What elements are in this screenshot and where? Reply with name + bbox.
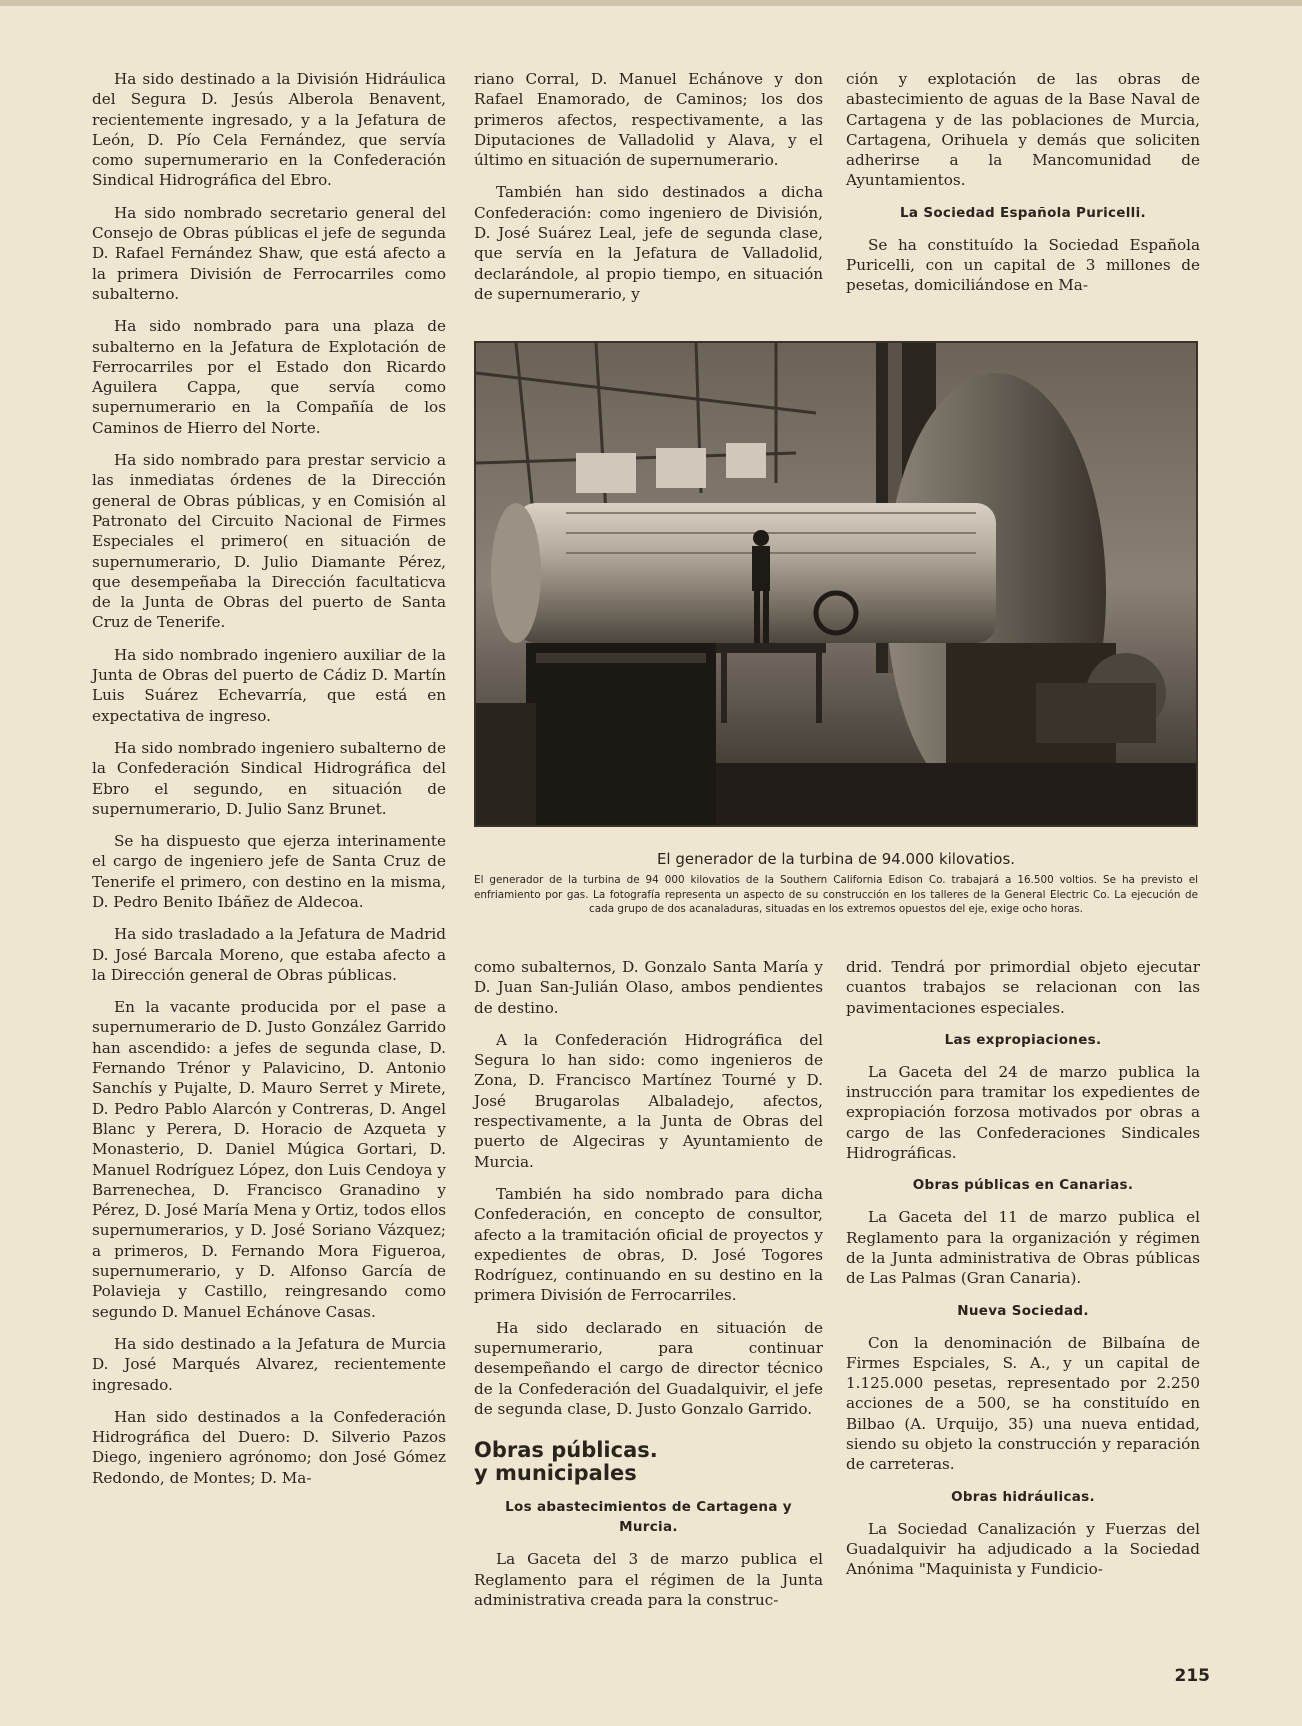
column-left (92, 69, 446, 1500)
paragraph: En la vacante producida por el pase a supernumerario de D. Justo González Garrido han ascendido: a jefes de segunda clase, D. Fernando Trénor y Palavicino, D. Antonio Sanchís y Pujalte, D. Mauro Serret y Mirete, D. Pedro Pablo Alarcón y Contreras, D. Angel Blanc y Perera, D. Horacio de Azqueta y Monasterio, D. Daniel Múgica Gortari, D. Manuel Rodríguez López, don Luis Cendoya y Barrenechea, D. Francisco Granadino y Pérez, D. José María Mena y Ortiz, todos ellos supernumerarios, y D. José Soriano Vázquez; a primeros, D. Fernando Mora Figueroa, supernumerario, y D. Alfonso García de Polavieja y Castillo, reingresando como segundo D. Manuel Echánove Casas. (92, 998, 446, 1321)
paragraph: Ha sido nombrado secretario general del Consejo de Obras públicas el jefe de segunda D. Rafael Fernández Shaw, que está afecto a la primera División de Ferrocarriles como subalterno. (92, 203, 446, 303)
paragraph: Han sido destinados a la Confederación Hidrográfica del Duero: D. Silverio Pazos Diego, ingeniero agrónomo; don José Gómez Redondo, de Montes; D. Ma- (92, 1407, 446, 1487)
section-title-line: Obras públicas. (474, 1438, 658, 1463)
paragraph: como subalternos, D. Gonzalo Santa María y D. Juan San-Julián Olaso, ambos pendientes de destino. (474, 958, 823, 1017)
subheading-expropiaciones: Las expropiaciones. (944, 1031, 1102, 1048)
paragraph: A la Confederación Hidrográfica del Segura lo han sido: como ingenieros de Zona, D. Francisco Martínez Tourné y D. José Brugarolas Albaladejo, afectos, respectivamente, a la Junta de Obras del puerto de Algeciras y Ayuntamiento de Murcia. (474, 1030, 823, 1171)
paragraph: Ha sido destinado a la Jefatura de Murcia D. José Marqués Alvarez, recientemente ingresado. (92, 1334, 446, 1394)
paragraph: La Sociedad Canalización y Fuerzas del Guadalquivir ha adjudicado a la Sociedad Anónima "Maquinista y Fundicio- (846, 1519, 1200, 1579)
subheading-nueva-sociedad: Nueva Sociedad. (957, 1302, 1089, 1319)
subheading-obras-hidraulicas: Obras hidráulicas. (951, 1488, 1095, 1505)
paragraph: La Gaceta del 24 de marzo publica la instrucción para tramitar los expedientes de expropiación forzosa motivados por obras a cargo de las Confederaciones Sindicales Hidrográficas. (846, 1062, 1200, 1163)
column-right-bottom (846, 957, 1200, 1592)
paragraph: Se ha constituído la Sociedad Española Puricelli, con un capital de 3 millones de pesetas, domiciliándose en Ma- (846, 235, 1200, 295)
generator-photo-drawing (476, 343, 1196, 825)
paragraph: ción y explotación de las obras de abastecimiento de aguas de la Base Naval de Cartagena y de las poblaciones de Murcia, Cartagena, Orihuela y demás que soliciten adherirse a la Mancomunidad de Ayuntamientos. (846, 70, 1200, 190)
paragraph: Ha sido nombrado para una plaza de subalterno en la Jefatura de Explotación de Ferrocarriles por el Estado don Ricardo Aguilera Cappa, que servía como supernumerario en la Compañía de los Caminos de Hierro del Norte. (92, 317, 446, 437)
paragraph: La Gaceta del 11 de marzo publica el Reglamento para la organización y régimen de la Junta administrativa de Obras públicas de Las Palmas (Gran Canaria). (846, 1208, 1200, 1288)
paragraph: Con la denominación de Bilbaína de Firmes Espciales, S. A., y un capital de 1.125.000 pesetas, representado por 2.250 acciones de a 500, se ha constituído en Bilbao (A. Urquijo, 35) una nueva entidad, siendo su objeto la construcción y reparación de carreteras. (846, 1333, 1200, 1474)
paragraph: Ha sido declarado en situación de supernumerario, para continuar desempeñando el cargo de director técnico de la Confederación del Guadalquivir, el jefe de segunda clase, D. Justo Gonzalo Garrido. (474, 1318, 823, 1418)
section-title-line: y municipales (474, 1461, 637, 1486)
paragraph: riano Corral, D. Manuel Echánove y don Rafael Enamorado, de Caminos; los dos primeros afectos, respectivamente, a las Diputaciones de Valladolid y Alava, y el último en situación de supernumerario. (474, 70, 823, 170)
paragraph: Ha sido nombrado para prestar servicio a las inmediatas órdenes de la Dirección general de Obras públicas, y en Comisión al Patronato del Circuito Nacional de Firmes Especiales el primero( en situación de supernumerario, D. Julio Diamante Pérez, que desempeñaba la Dirección facultaticva de la Junta de Obras del puerto de Santa Cruz de Tenerife. (92, 451, 446, 632)
page-top-edge (0, 0, 1302, 6)
paragraph: También han sido destinados a dicha Confederación: como ingeniero de División, D. José Suárez Leal, jefe de segunda clase, que servía en la Jefatura de Valladolid, declarándole, al propio tiempo, en situación de supernumerario, y (474, 183, 823, 303)
paragraph: Ha sido nombrado ingeniero auxiliar de la Junta de Obras del puerto de Cádiz D. Martín Luis Suárez Echevarría, que está en expectativa de ingreso. (92, 645, 446, 725)
paragraph: drid. Tendrá por primordial objeto ejecutar cuantos trabajos se relacionan con las pavimentaciones especiales. (846, 958, 1200, 1017)
subheading-puricelli: La Sociedad Española Puricelli. (900, 204, 1146, 221)
paragraph: Se ha dispuesto que ejerza interinamente el cargo de ingeniero jefe de Santa Cruz de Tenerife el primero, con destino en la misma, D. Pedro Benito Ibáñez de Aldecoa. (92, 832, 446, 911)
column-middle-bottom (474, 957, 823, 1622)
paragraph: Ha sido nombrado ingeniero subalterno de la Confederación Sindical Hidrográfica del Ebro el segundo, en situación de supernumerario, D. Julio Sanz Brunet. (92, 738, 446, 818)
page-number: 215 (1174, 1666, 1210, 1686)
paragraph: Ha sido trasladado a la Jefatura de Madrid D. José Barcala Moreno, que estaba afecto a la Dirección general de Obras públicas. (92, 925, 446, 984)
subheading-canarias: Obras públicas en Canarias. (912, 1177, 1134, 1194)
photo-caption (474, 848, 1198, 917)
subheading-cartagena: Los abastecimientos de Cartagena y Murcia. (505, 1499, 792, 1536)
caption-body: El generador de la turbina de 94 000 kilovatios de la Southern California Edison Co. trabajará a 16.500 voltios. Se ha previsto el enfriamiento por gas. La fotografía representa un aspecto de su construcción en los talleres de la General Electric Co. La ejecución de cada grupo de dos acanaladuras, situadas en los extremos opuestos del eje, exige ocho horas. (474, 874, 1198, 915)
section-title (474, 1439, 823, 1485)
caption-title: El generador de la turbina de 94.000 kilovatios. (656, 850, 1016, 868)
paragraph: Ha sido destinado a la División Hidráulica del Segura D. Jesús Alberola Benavent, recientemente ingresado, y a la Jefatura de León, D. Pío Cela Fernández, que servía como supernumerario en la Confederación Sindical Hidrográfica del Ebro. (92, 70, 446, 190)
column-right-top (846, 69, 1200, 308)
paragraph: También ha sido nombrado para dicha Confederación, en concepto de consultor, afecto a la tramitación oficial de proyectos y expedientes de obras, D. José Togores Rodríguez, continuando en su destino en la primera División de Ferrocarriles. (474, 1184, 823, 1305)
generator-photo (474, 341, 1198, 827)
column-middle-top (474, 69, 823, 316)
paragraph: La Gaceta del 3 de marzo publica el Reglamento para el régimen de la Junta administrativa creada para la construc- (474, 1550, 823, 1609)
